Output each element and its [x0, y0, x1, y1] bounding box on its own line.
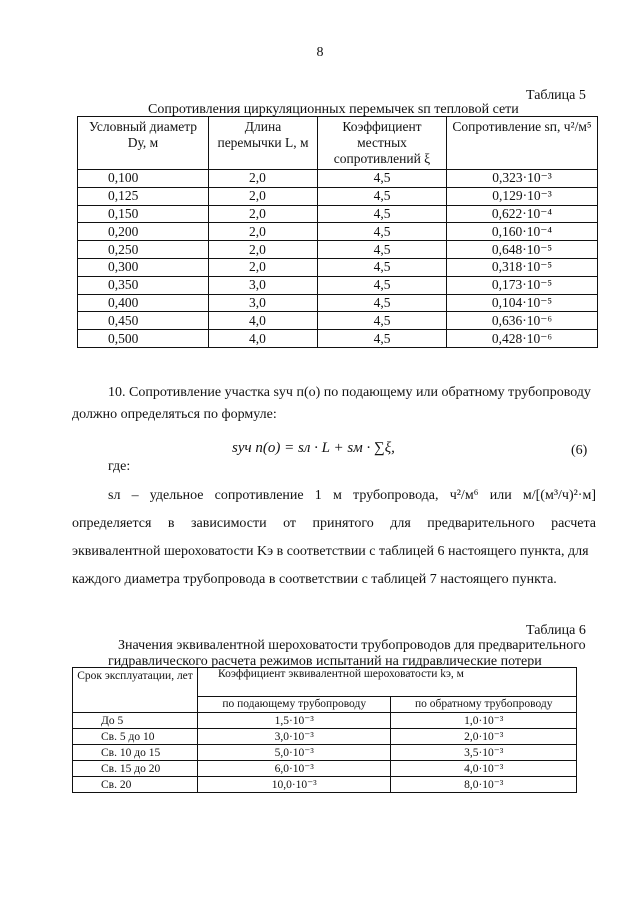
table6-row	[73, 745, 577, 761]
table6-row	[73, 729, 577, 745]
table6-header-period: Срок эксплуатации, лет	[73, 668, 198, 713]
page-number: 8	[316, 45, 324, 60]
table6-header-return: по обратному трубопроводу	[391, 696, 577, 712]
table5-cell-length: 2,0	[209, 187, 318, 205]
table6-cell-return: 1,0·10⁻³	[391, 713, 577, 729]
table5	[77, 116, 598, 348]
table5-cell-resistance: 0,104·10⁻⁵	[447, 294, 598, 312]
table5-cell-diameter: 0,150	[78, 205, 209, 223]
paragraph-10-line2: должно определяться по формуле:	[72, 407, 277, 422]
table6-cell-supply: 5,0·10⁻³	[198, 745, 391, 761]
sl-definition-line2: определяется в зависимости от принятого для предварительного расчета	[72, 516, 596, 531]
paragraph-10-line1: 10. Сопротивление участка sуч п(о) по подающему или обратному трубопроводу	[108, 385, 591, 400]
table5-row	[78, 205, 598, 223]
table5-cell-length: 2,0	[209, 170, 318, 188]
table6-cell-return: 8,0·10⁻³	[391, 777, 577, 793]
table6-header-group: Коэффициент эквивалентной шероховатости kэ, м	[198, 668, 577, 697]
table5-header-length: Длина перемычки L, м	[209, 117, 318, 170]
table5-cell-length: 3,0	[209, 294, 318, 312]
table5-cell-resistance: 0,428·10⁻⁶	[447, 330, 598, 348]
table5-cell-coefficient: 4,5	[318, 241, 447, 259]
table5-cell-resistance: 0,129·10⁻³	[447, 187, 598, 205]
table5-cell-coefficient: 4,5	[318, 276, 447, 294]
table5-header-resistance: Сопротивление sп, ч²/м⁵	[447, 117, 598, 170]
table6-cell-supply: 3,0·10⁻³	[198, 729, 391, 745]
table5-row	[78, 330, 598, 348]
table6-cell-return: 4,0·10⁻³	[391, 761, 577, 777]
where-label: где:	[108, 459, 131, 474]
table5-row	[78, 276, 598, 294]
table6	[72, 667, 577, 793]
table5-cell-diameter: 0,500	[78, 330, 209, 348]
table6-row	[73, 713, 577, 729]
table6-row	[73, 777, 577, 793]
formula-6: sуч п(о) = sл · L + sм · ∑ξ,	[232, 440, 395, 456]
table5-cell-resistance: 0,173·10⁻⁵	[447, 276, 598, 294]
table6-cell-period: Св. 15 до 20	[73, 761, 198, 777]
table5-cell-diameter: 0,250	[78, 241, 209, 259]
table5-cell-coefficient: 4,5	[318, 258, 447, 276]
table5-cell-length: 3,0	[209, 276, 318, 294]
table5-label: Таблица 5	[526, 88, 586, 103]
table5-cell-diameter: 0,350	[78, 276, 209, 294]
table5-cell-diameter: 0,450	[78, 312, 209, 330]
table6-cell-period: До 5	[73, 713, 198, 729]
table5-cell-coefficient: 4,5	[318, 205, 447, 223]
table5-cell-resistance: 0,318·10⁻⁵	[447, 258, 598, 276]
table6-caption-line1: Значения эквивалентной шероховатости трубопроводов для предварительного	[118, 638, 586, 653]
table5-cell-diameter: 0,100	[78, 170, 209, 188]
table5-header-coefficient: Коэффициент местных сопротивлений ξ	[318, 117, 447, 170]
table6-cell-return: 2,0·10⁻³	[391, 729, 577, 745]
formula-number: (6)	[571, 443, 588, 458]
table5-cell-length: 4,0	[209, 330, 318, 348]
table5-cell-length: 2,0	[209, 205, 318, 223]
table5-cell-length: 2,0	[209, 258, 318, 276]
sl-definition-line4: каждого диаметра трубопровода в соответствии с таблицей 7 настоящего пункта.	[72, 572, 557, 587]
table6-cell-supply: 10,0·10⁻³	[198, 777, 391, 793]
table5-cell-coefficient: 4,5	[318, 187, 447, 205]
table6-label: Таблица 6	[526, 623, 586, 638]
table5-cell-diameter: 0,400	[78, 294, 209, 312]
table5-header-diameter: Условный диаметр Dу, м	[78, 117, 209, 170]
table6-row	[73, 761, 577, 777]
table5-cell-coefficient: 4,5	[318, 223, 447, 241]
table5-row	[78, 241, 598, 259]
table5-cell-resistance: 0,636·10⁻⁶	[447, 312, 598, 330]
table5-row	[78, 223, 598, 241]
table5-cell-length: 2,0	[209, 223, 318, 241]
table5-caption: Сопротивления циркуляционных перемычек sп тепловой сети	[148, 102, 519, 117]
table6-header-supply: по подающему трубопроводу	[198, 696, 391, 712]
table5-cell-resistance: 0,323·10⁻³	[447, 170, 598, 188]
table5-cell-resistance: 0,160·10⁻⁴	[447, 223, 598, 241]
table6-cell-period: Св. 5 до 10	[73, 729, 198, 745]
table6-cell-supply: 6,0·10⁻³	[198, 761, 391, 777]
table5-cell-coefficient: 4,5	[318, 312, 447, 330]
sl-definition-line1: sл – удельное сопротивление 1 м трубопровода, ч²/м⁶ или м/[(м³/ч)²·м]	[108, 488, 596, 503]
table5-cell-coefficient: 4,5	[318, 170, 447, 188]
table5-row	[78, 294, 598, 312]
table5-row	[78, 187, 598, 205]
table6-cell-supply: 1,5·10⁻³	[198, 713, 391, 729]
table5-cell-coefficient: 4,5	[318, 294, 447, 312]
table5-cell-coefficient: 4,5	[318, 330, 447, 348]
table5-row	[78, 312, 598, 330]
table5-row	[78, 170, 598, 188]
table6-cell-period: Св. 20	[73, 777, 198, 793]
table5-cell-resistance: 0,622·10⁻⁴	[447, 205, 598, 223]
table5-row	[78, 258, 598, 276]
table5-cell-diameter: 0,300	[78, 258, 209, 276]
table6-cell-return: 3,5·10⁻³	[391, 745, 577, 761]
table5-cell-length: 4,0	[209, 312, 318, 330]
sl-definition-line3: эквивалентной шероховатости Kэ в соответствии с таблицей 6 настоящего пункта, для	[72, 544, 589, 559]
table5-cell-resistance: 0,648·10⁻⁵	[447, 241, 598, 259]
table6-caption-line2: гидравлического расчета режимов испытаний на гидравлические потери	[108, 654, 542, 669]
table6-cell-period: Св. 10 до 15	[73, 745, 198, 761]
table5-cell-diameter: 0,125	[78, 187, 209, 205]
table5-cell-length: 2,0	[209, 241, 318, 259]
table5-cell-diameter: 0,200	[78, 223, 209, 241]
